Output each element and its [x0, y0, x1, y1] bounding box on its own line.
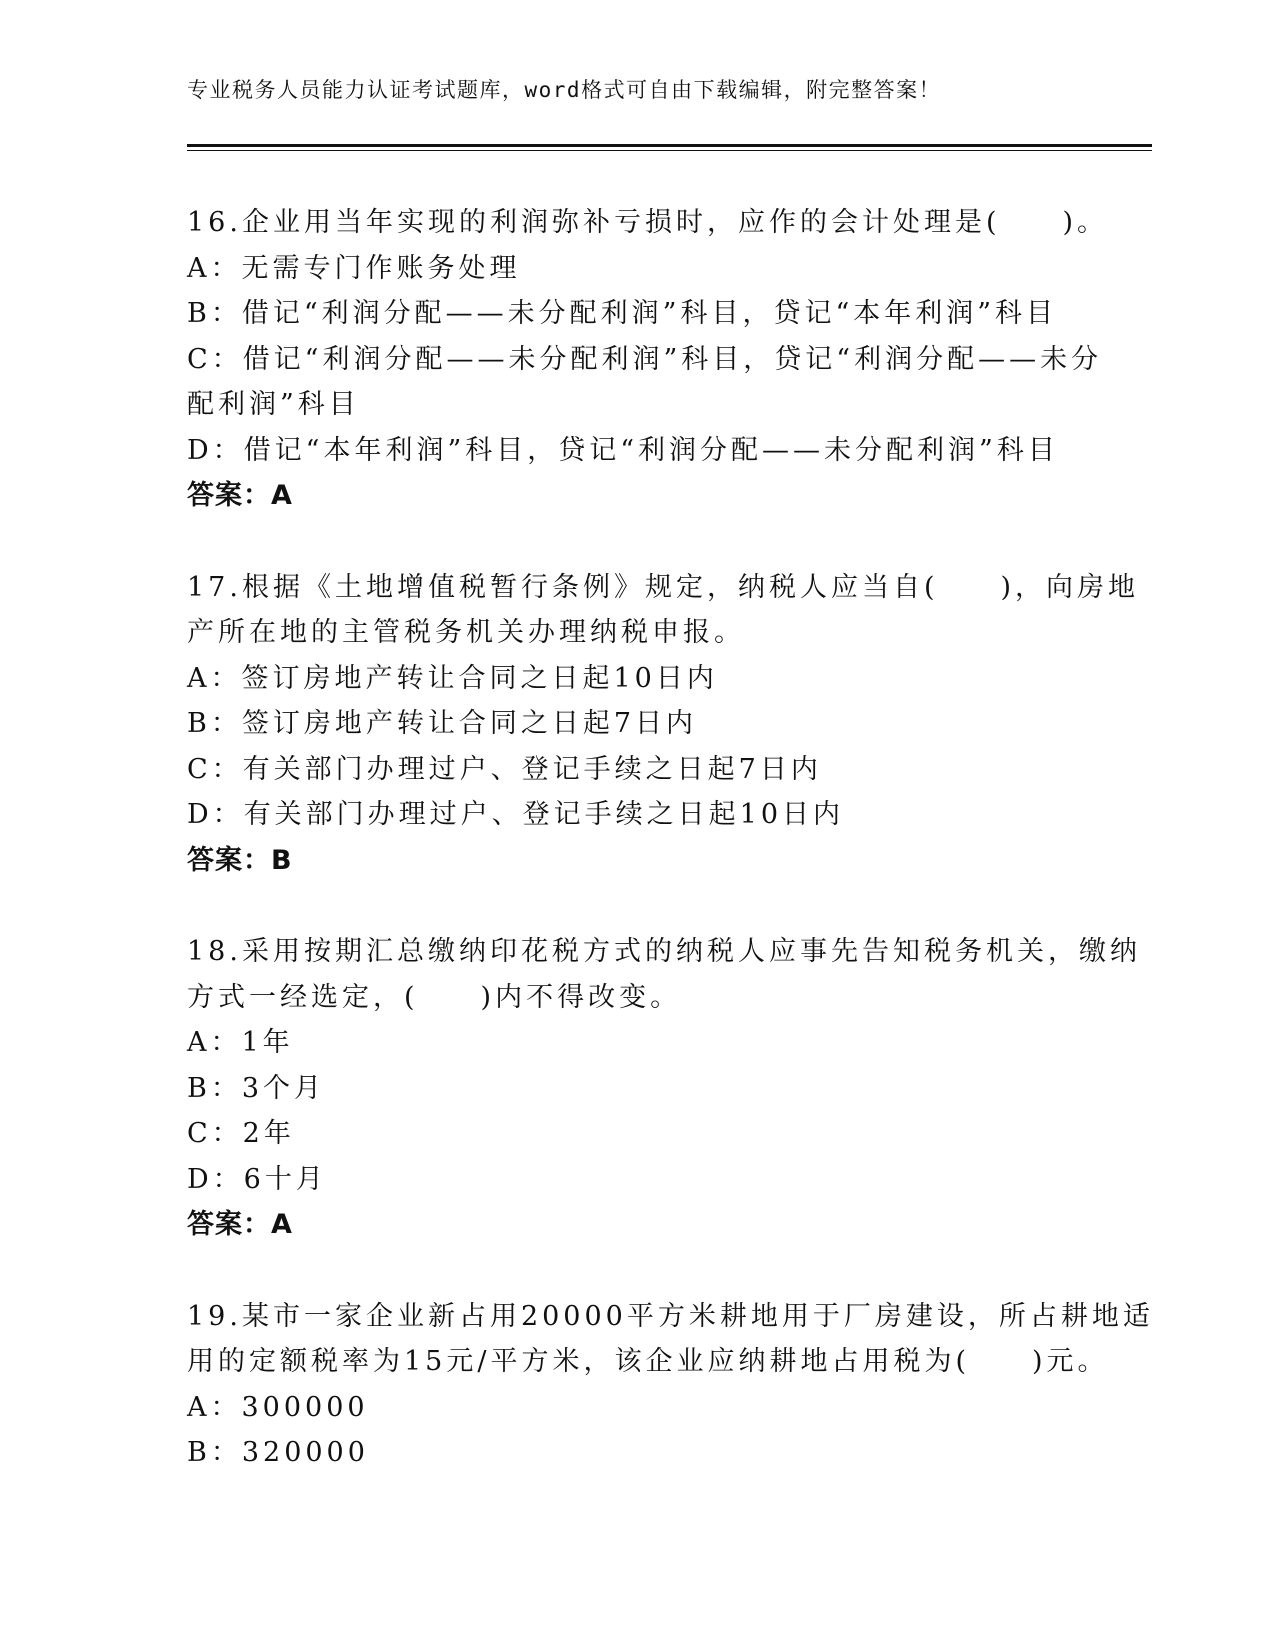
- option-a: A：1年: [187, 1027, 294, 1058]
- header-rule-thick: [187, 144, 1152, 147]
- option-b: B：借记“利润分配——未分配利润”科目，贷记“本年利润”科目: [187, 298, 1058, 329]
- option-b: B：3个月: [187, 1072, 326, 1104]
- question-18: [187, 929, 1141, 1248]
- option-c: C：2年: [187, 1118, 295, 1149]
- option-d: D：借记“本年利润”科目，贷记“利润分配——未分配利润”科目: [187, 434, 1059, 466]
- option-a: A：签订房地产转让合同之日起10日内: [187, 662, 718, 694]
- question-17: [187, 565, 1140, 884]
- header-rule-thin: [187, 150, 1152, 151]
- question-list: [187, 200, 1154, 1522]
- answer-label: 答案：A: [187, 1209, 293, 1240]
- question-stem: 18.采用按期汇总缴纳印花税方式的纳税人应事先告知税务机关，缴纳: [187, 936, 1141, 967]
- option-b: B：签订房地产转让合同之日起7日内: [187, 708, 698, 739]
- answer-label: 答案：A: [187, 480, 293, 511]
- option-a: A：无需专门作账务处理: [187, 252, 521, 284]
- option-b: B：320000: [187, 1437, 369, 1468]
- option-c: C：有关部门办理过户、登记手续之日起7日内: [187, 753, 822, 785]
- option-a: A：300000: [187, 1391, 369, 1423]
- question-stem: 19.某市一家企业新占用20000平方米耕地用于厂房建设，所占耕地适: [187, 1300, 1154, 1332]
- question-19: [187, 1294, 1154, 1476]
- question-stem: 16.企业用当年实现的利润弥补亏损时，应作的会计处理是( )。: [187, 207, 1109, 238]
- option-d: D：6十月: [187, 1163, 327, 1195]
- header-text: 专业税务人员能力认证考试题库，word格式可自由下载编辑，附完整答案！: [187, 78, 942, 102]
- option-d: D：有关部门办理过户、登记手续之日起10日内: [187, 799, 845, 830]
- answer-label: 答案：B: [187, 844, 293, 876]
- question-stem-continued: 用的定额税率为15元/平方米，该企业应纳耕地占用税为( )元。: [187, 1346, 1109, 1377]
- question-stem-continued: 方式一经选定，( )内不得改变。: [187, 981, 682, 1013]
- question-stem-continued: 产所在地的主管税务机关办理纳税申报。: [187, 617, 745, 648]
- question-stem: 17.根据《土地增值税暂行条例》规定，纳税人应当自( )，向房地: [187, 571, 1140, 603]
- option-c-continued: 配利润”科目: [187, 389, 360, 420]
- question-16: [187, 200, 1109, 519]
- option-c: C：借记“利润分配——未分配利润”科目，贷记“利润分配——未分: [187, 343, 1103, 375]
